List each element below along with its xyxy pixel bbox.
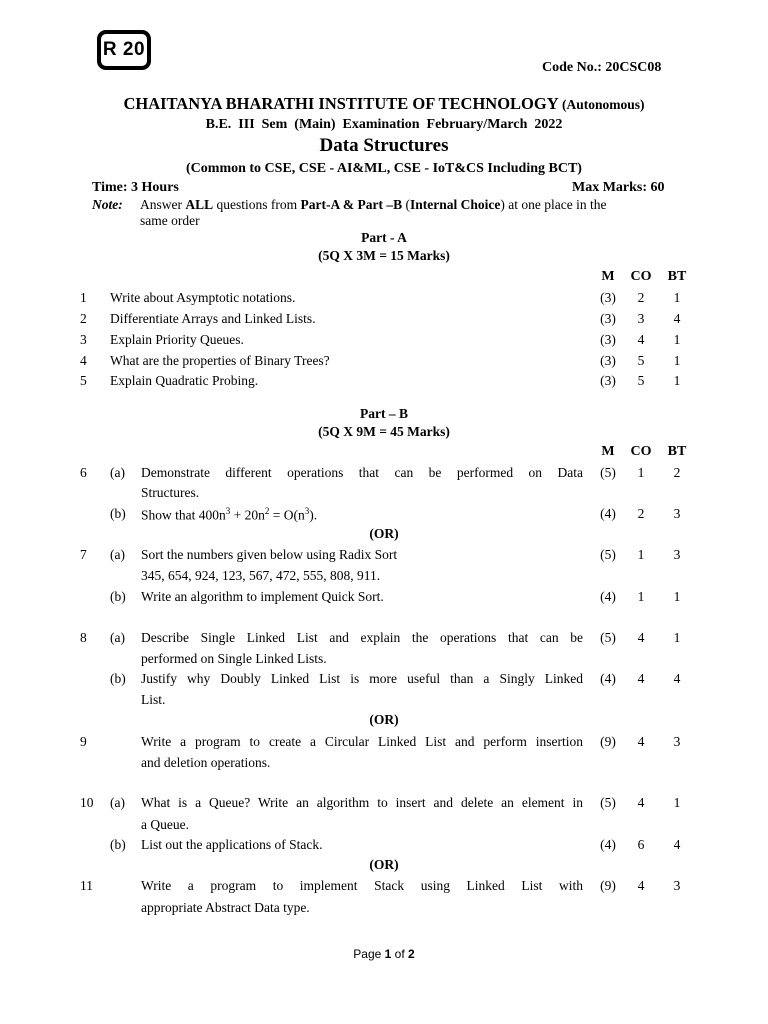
question-co: 2 — [637, 290, 645, 305]
question-text: Justify why Doubly Linked List is more useful than a Singly Linked — [141, 671, 583, 686]
question-text: What are the properties of Binary Trees? — [110, 353, 330, 368]
col-header-bt: BT — [667, 269, 687, 284]
question-number: 11 — [80, 878, 93, 893]
question-bt: 1 — [673, 332, 681, 347]
question-text: List out the applications of Stack. — [141, 837, 323, 852]
question-co: 3 — [637, 311, 645, 326]
note-text-continued: same order — [140, 213, 200, 228]
time-label: Time: 3 Hours — [92, 180, 179, 195]
note-part: Answer — [140, 197, 186, 212]
question-marks: (5) — [600, 795, 616, 810]
note-part: ) at one place in the — [500, 197, 607, 212]
question-co: 1 — [637, 589, 645, 604]
question-marks: (3) — [600, 311, 616, 326]
sub-question-label: (b) — [110, 837, 126, 852]
subject-title: Data Structures — [319, 135, 449, 156]
question-text-continued: a Queue. — [141, 817, 189, 832]
question-bt: 1 — [673, 353, 681, 368]
question-number: 8 — [80, 630, 87, 645]
institute-name: CHAITANYA BHARATHI INSTITUTE OF TECHNOLOGY — [123, 94, 559, 113]
question-number: 1 — [80, 290, 87, 305]
question-marks: (3) — [600, 290, 616, 305]
question-text-continued: List. — [141, 692, 166, 707]
question-co: 4 — [637, 795, 645, 810]
page-label: of — [391, 947, 409, 961]
sub-question-label: (a) — [110, 547, 125, 562]
question-co: 1 — [637, 465, 645, 480]
question-marks: (5) — [600, 547, 616, 562]
question-number: 4 — [80, 353, 87, 368]
question-co: 4 — [637, 878, 645, 893]
col-header-m: M — [601, 269, 615, 284]
part-a-title: Part - A — [361, 230, 407, 245]
page-label: Page — [353, 947, 385, 961]
question-marks: (9) — [600, 878, 616, 893]
question-text: Sort the numbers given below using Radix Sort — [141, 547, 398, 562]
question-marks: (3) — [600, 332, 616, 347]
question-text: Write a program to create a Circular Linked List and perform insertion — [141, 734, 583, 749]
question-marks: (4) — [600, 589, 616, 604]
page-indicator — [0, 947, 768, 961]
question-bt: 1 — [673, 373, 681, 388]
col-header-co: CO — [630, 269, 652, 284]
autonomous-label: (Autonomous) — [562, 97, 645, 112]
formula-part: + 20n — [230, 507, 265, 523]
note-emph: ALL — [185, 197, 214, 212]
part-b-marks: (5Q X 9M = 45 Marks) — [318, 424, 450, 439]
question-text: Describe Single Linked List and explain the operations that can be — [141, 630, 583, 645]
question-text-continued: Structures. — [141, 485, 200, 500]
col-header-co: CO — [630, 444, 652, 459]
code-number: Code No.: 20CSC08 — [542, 60, 662, 75]
question-marks: (4) — [600, 506, 616, 521]
sub-question-label: (a) — [110, 465, 125, 480]
question-text: Write a program to implement Stack using Linked List with — [141, 878, 583, 893]
question-marks: (4) — [600, 671, 616, 686]
question-marks: (5) — [600, 630, 616, 645]
question-bt: 4 — [673, 311, 681, 326]
regulation-badge: R 20 — [97, 30, 151, 70]
question-text: Write an algorithm to implement Quick Sort. — [141, 589, 384, 604]
question-bt: 2 — [673, 465, 681, 480]
part-a-marks: (5Q X 3M = 15 Marks) — [318, 248, 450, 263]
or-separator: (OR) — [369, 712, 399, 727]
note-emph: Internal Choice — [409, 197, 501, 212]
question-co: 5 — [637, 353, 645, 368]
sub-question-label: (b) — [110, 589, 126, 604]
page-current: 1 — [384, 947, 392, 961]
question-number: 10 — [80, 795, 94, 810]
question-marks: (3) — [600, 373, 616, 388]
question-bt: 4 — [673, 671, 681, 686]
question-marks: (4) — [600, 837, 616, 852]
formula-part: = O(n — [269, 507, 305, 523]
question-bt: 1 — [673, 630, 681, 645]
question-marks: (9) — [600, 734, 616, 749]
max-marks-label: Max Marks: 60 — [572, 180, 665, 195]
question-text: Explain Quadratic Probing. — [110, 373, 259, 388]
question-number: 5 — [80, 373, 87, 388]
page-total: 2 — [408, 947, 415, 961]
or-separator: (OR) — [369, 526, 399, 541]
formula-part: Show that 400n — [141, 507, 226, 523]
sub-question-label: (b) — [110, 671, 126, 686]
question-co: 4 — [637, 671, 645, 686]
col-header-bt: BT — [667, 444, 687, 459]
question-bt: 1 — [673, 795, 681, 810]
or-separator: (OR) — [369, 857, 399, 872]
col-header-m: M — [601, 444, 615, 459]
question-co: 1 — [637, 547, 645, 562]
note-part: questions from — [213, 197, 301, 212]
sub-question-label: (a) — [110, 795, 125, 810]
question-text-continued: and deletion operations. — [141, 755, 271, 770]
question-marks: (5) — [600, 465, 616, 480]
question-co: 4 — [637, 734, 645, 749]
question-number: 2 — [80, 311, 87, 326]
note-text — [140, 197, 606, 213]
question-text: Explain Priority Queues. — [110, 332, 244, 347]
sub-question-label: (b) — [110, 506, 126, 521]
question-number: 9 — [80, 734, 87, 749]
question-text: Demonstrate different operations that can be performed on Data — [141, 465, 583, 480]
question-number: 3 — [80, 332, 87, 347]
question-text-continued: 345, 654, 924, 123, 567, 472, 555, 808, 911. — [141, 568, 381, 583]
question-text-continued: appropriate Abstract Data type. — [141, 900, 310, 915]
exponent: 2 — [264, 506, 270, 516]
formula-part: ). — [309, 507, 318, 523]
question-bt: 1 — [673, 290, 681, 305]
question-co: 6 — [637, 837, 645, 852]
question-text — [141, 506, 317, 524]
exponent: 3 — [304, 506, 310, 516]
question-bt: 3 — [673, 547, 681, 562]
question-number: 6 — [80, 465, 87, 480]
note-emph: Part-A & Part –B — [300, 197, 403, 212]
exponent: 3 — [225, 506, 231, 516]
question-co: 2 — [637, 506, 645, 521]
part-b-title: Part – B — [360, 406, 408, 421]
question-co: 5 — [637, 373, 645, 388]
note-part: ( — [402, 197, 410, 212]
question-text: What is a Queue? Write an algorithm to insert and delete an element in — [141, 795, 583, 810]
question-bt: 4 — [673, 837, 681, 852]
common-note: (Common to CSE, CSE - AI&ML, CSE - IoT&CS Including BCT) — [186, 161, 582, 176]
question-co: 4 — [637, 630, 645, 645]
question-bt: 3 — [673, 506, 681, 521]
question-bt: 3 — [673, 734, 681, 749]
question-bt: 3 — [673, 878, 681, 893]
question-bt: 1 — [673, 589, 681, 604]
note-label: Note: — [92, 197, 123, 212]
question-text: Differentiate Arrays and Linked Lists. — [110, 311, 316, 326]
question-text: Write about Asymptotic notations. — [110, 290, 296, 305]
question-text-continued: performed on Single Linked Lists. — [141, 651, 327, 666]
question-marks: (3) — [600, 353, 616, 368]
question-co: 4 — [637, 332, 645, 347]
institute-heading — [0, 94, 768, 114]
sub-question-label: (a) — [110, 630, 125, 645]
question-number: 7 — [80, 547, 87, 562]
exam-title: B.E. III Sem (Main) Examination February/March 2022 — [205, 117, 563, 132]
